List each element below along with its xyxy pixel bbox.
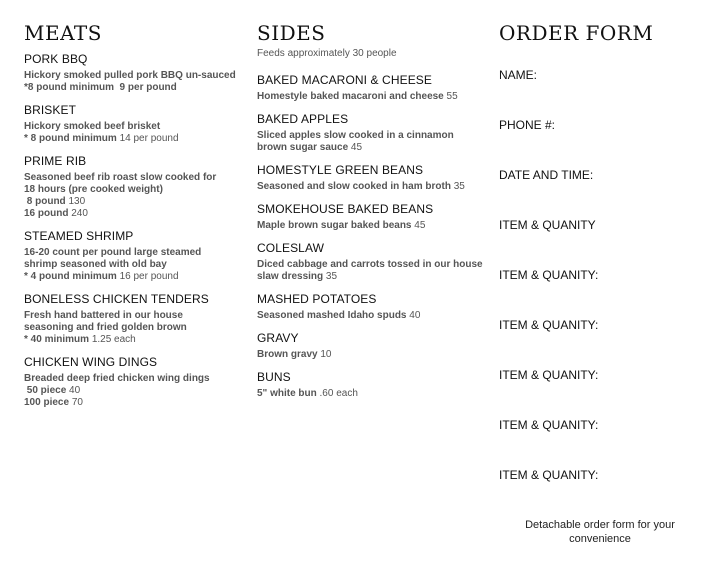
price: 55 <box>446 91 458 102</box>
menu-item <box>257 331 477 361</box>
price: 16 per pound <box>119 271 179 282</box>
order-form-title: ORDER FORM <box>499 21 654 45</box>
description-line <box>257 349 477 361</box>
description-text: * 4 pound minimum <box>24 271 117 282</box>
description-line <box>257 271 477 283</box>
menu-item-name: PORK BBQ <box>24 52 88 66</box>
menu-item-name: GRAVY <box>257 331 299 345</box>
description-text: Sliced apples slow cooked in a cinnamon <box>257 130 454 141</box>
description-text: * 40 minimum <box>24 334 90 345</box>
menu-item <box>257 241 483 283</box>
price: 70 <box>71 397 83 408</box>
order-form-column <box>499 22 699 518</box>
menu-item-description <box>257 130 477 154</box>
menu-item <box>24 154 239 220</box>
sides-subtitle: Feeds approximately 30 people <box>257 48 397 59</box>
description-line <box>257 310 477 322</box>
description-text: Seasoned and slow cooked in ham broth <box>257 181 451 192</box>
description-text: brown sugar sauce <box>257 142 349 153</box>
order-form-field[interactable]: ITEM & QUANITY <box>499 218 596 232</box>
order-form-field[interactable]: ITEM & QUANITY: <box>499 468 599 482</box>
order-form-field[interactable]: ITEM & QUANITY: <box>499 418 599 432</box>
price: 40 <box>409 310 421 321</box>
menu-item <box>257 112 477 154</box>
description-text: Fresh hand battered in our house <box>24 310 183 321</box>
menu-item-name: MASHED POTATOES <box>257 292 377 306</box>
description-text: Hickory smoked beef brisket <box>24 121 161 132</box>
menu-item-name: COLESLAW <box>257 241 325 255</box>
description-line <box>257 220 477 232</box>
description-text: 8 pound <box>24 196 66 207</box>
menu-item <box>24 229 239 283</box>
menu-item <box>24 355 239 409</box>
description-line <box>24 82 239 94</box>
menu-item-name: SMOKEHOUSE BAKED BEANS <box>257 202 434 216</box>
description-line <box>24 121 239 133</box>
description-text: *8 pound minimum 9 per pound <box>24 82 177 93</box>
menu-item-description <box>257 220 477 232</box>
order-form-field[interactable]: ITEM & QUANITY: <box>499 368 599 382</box>
menu-item-name: BAKED MACARONI & CHEESE <box>257 73 433 87</box>
description-line <box>257 181 477 193</box>
price: 35 <box>325 271 338 282</box>
menu-item-description <box>24 247 239 283</box>
description-line <box>24 196 239 208</box>
sides-column <box>257 21 483 409</box>
description-line <box>24 208 239 220</box>
menu-item-name: BONELESS CHICKEN TENDERS <box>24 292 209 306</box>
menu-item-description <box>24 373 239 409</box>
menu-item-description <box>24 121 239 145</box>
description-line <box>257 130 477 142</box>
order-form-field[interactable]: NAME: <box>499 68 538 82</box>
description-text: 5" white bun <box>257 388 317 399</box>
description-text: * 8 pound minimum <box>24 133 117 144</box>
price: 10 <box>320 349 332 360</box>
menu-item <box>24 103 239 145</box>
meats-title: MEATS <box>24 21 102 45</box>
menu-item-description <box>257 349 477 361</box>
description-line <box>24 397 239 409</box>
price: 40 <box>69 385 81 396</box>
meats-list <box>24 52 239 409</box>
description-line <box>24 373 239 385</box>
description-text: 16 pound <box>24 208 69 219</box>
menu-item <box>257 202 477 232</box>
description-line <box>257 259 483 271</box>
menu-item-description <box>257 310 477 322</box>
price: 35 <box>453 181 465 192</box>
sides-title: SIDES <box>257 21 326 45</box>
order-form-field[interactable]: PHONE #: <box>499 118 556 132</box>
description-line <box>257 142 477 154</box>
order-form-field[interactable]: ITEM & QUANITY: <box>499 268 599 282</box>
order-form-note: Detachable order form for your convenience <box>525 519 675 545</box>
price: .60 each <box>319 388 358 399</box>
price: 130 <box>68 196 86 207</box>
menu-item-name: STEAMED SHRIMP <box>24 229 134 243</box>
menu-item-name: BUNS <box>257 370 291 384</box>
price: 240 <box>71 208 88 219</box>
description-line <box>24 184 239 196</box>
description-line <box>24 172 239 184</box>
menu-item-description <box>24 70 239 94</box>
menu-item-name: BAKED APPLES <box>257 112 349 126</box>
description-line <box>24 310 239 322</box>
description-text: Diced cabbage and carrots tossed in our house <box>257 259 483 270</box>
order-form-field[interactable]: ITEM & QUANITY: <box>499 318 599 332</box>
description-text: shrimp seasoned with old bay <box>24 259 167 270</box>
menu-item-description <box>257 181 477 193</box>
menu-item-name: PRIME RIB <box>24 154 87 168</box>
meats-column <box>24 22 239 418</box>
menu-item-name: HOMESTYLE GREEN BEANS <box>257 163 424 177</box>
sides-list <box>257 73 483 400</box>
description-text: Maple brown sugar baked beans <box>257 220 412 231</box>
menu-item <box>257 370 477 400</box>
description-line <box>24 271 239 283</box>
menu-item-name: BRISKET <box>24 103 77 117</box>
description-line <box>24 259 239 271</box>
description-text: seasoning and fried golden brown <box>24 322 187 333</box>
description-line <box>24 334 239 346</box>
price: 1.25 each <box>91 334 136 345</box>
order-form-field[interactable]: DATE AND TIME: <box>499 168 594 182</box>
menu-item-description <box>257 91 477 103</box>
menu-item-description <box>257 259 483 283</box>
menu-item-name: CHICKEN WING DINGS <box>24 355 158 369</box>
description-line <box>24 70 239 82</box>
description-text: 50 piece <box>24 385 67 396</box>
menu-item <box>257 292 477 322</box>
price: 45 <box>414 220 426 231</box>
description-text: 16-20 count per pound large steamed <box>24 247 202 258</box>
menu-item <box>257 73 477 103</box>
description-line <box>24 322 239 334</box>
description-line <box>257 388 477 400</box>
menu-item <box>24 292 239 346</box>
description-text: Homestyle baked macaroni and cheese <box>257 91 444 102</box>
price: 45 <box>350 142 363 153</box>
description-line <box>24 133 239 145</box>
description-text: Seasoned beef rib roast slow cooked for <box>24 172 217 183</box>
menu-item-description <box>24 310 239 346</box>
description-text: Brown gravy <box>257 349 318 360</box>
description-text: Seasoned mashed Idaho spuds <box>257 310 407 321</box>
menu-item-description <box>257 388 477 400</box>
menu-item-description <box>24 172 239 220</box>
description-text: 18 hours (pre cooked weight) <box>24 184 163 195</box>
price: 14 per pound <box>119 133 179 144</box>
description-text: 100 piece <box>24 397 70 408</box>
menu-item <box>257 163 477 193</box>
description-line <box>24 247 239 259</box>
description-line <box>257 91 477 103</box>
description-text: Breaded deep fried chicken wing dings <box>24 373 210 384</box>
description-text: slaw dressing <box>257 271 324 282</box>
menu-item <box>24 52 239 94</box>
order-form-fields <box>499 68 699 518</box>
description-line <box>24 385 239 397</box>
description-text: Hickory smoked pulled pork BBQ un-sauced <box>24 70 236 81</box>
